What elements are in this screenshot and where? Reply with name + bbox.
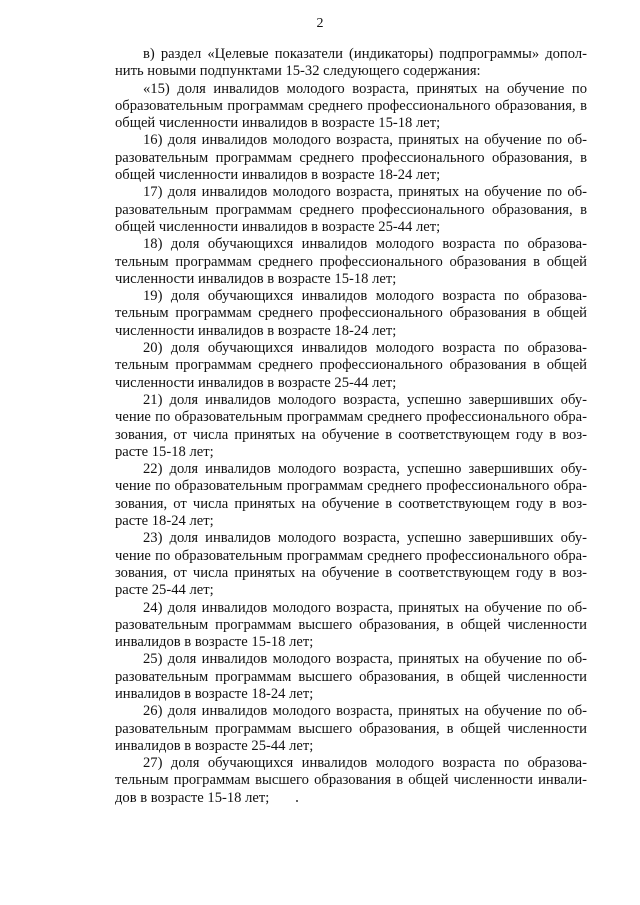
paragraph-item-22: 22) доля инвалидов молодого возраста, успешно завершивших обучение по образовательным программам среднего профессионального образования, от числа принятых на обучение в соответствующем году в возрасте 18-24 лет; (115, 461, 587, 530)
paragraph-item-26: 26) доля инвалидов молодого возраста, принятых на обучение по образовательным программам высшего образования, в общей численности инвалидов в возрасте 25-44 лет; (115, 703, 587, 754)
page-number: 2 (316, 16, 324, 31)
paragraph-intro: в) раздел «Целевые показатели (индикаторы) подпрограммы» дополнить новыми подпунктами 15-32 следующего содержания: (115, 46, 587, 80)
paragraph-item-24: 24) доля инвалидов молодого возраста, принятых на обучение по образовательным программам высшего образования, в общей численности инвалидов в возрасте 15-18 лет; (115, 599, 587, 651)
paragraph-item-19: 19) доля обучающихся инвалидов молодого возраста по образовательным программам среднего профессионального образования в общей численности инвалидов в возрасте 18-24 лет; (115, 288, 587, 339)
paragraph-item-23: 23) доля инвалидов молодого возраста, успешно завершивших обучение по образовательным программам среднего профессионального образования, от числа принятых на обучение в соответствующем году в возрасте 25-44 лет; (115, 530, 587, 599)
paragraph-item-18: 18) доля обучающихся инвалидов молодого возраста по образовательным программам среднего профессионального образования в общей численности инвалидов в возрасте 15-18 лет; (115, 236, 587, 287)
paragraph-item-15: «15) доля инвалидов молодого возраста, принятых на обучение по образовательным программам среднего профессионального образования, в общей численности инвалидов в возрасте 15-18 лет; (115, 80, 587, 132)
paragraph-item-17: 17) доля инвалидов молодого возраста, принятых на обучение по образовательным программам среднего профессионального образования, в общей численности инвалидов в возрасте 25-44 лет; (115, 184, 587, 235)
paragraph-item-25: 25) доля инвалидов молодого возраста, принятых на обучение по образовательным программам высшего образования, в общей численности инвалидов в возрасте 18-24 лет; (115, 651, 587, 702)
paragraph-item-20: 20) доля обучающихся инвалидов молодого возраста по образовательным программам среднего профессионального образования в общей численности инвалидов в возрасте 25-44 лет; (115, 340, 587, 391)
paragraph-item-27: 27) доля обучающихся инвалидов молодого возраста по образовательным программам высшего образования в общей численности инвалидов в возрасте 15-18 лет; (115, 755, 587, 806)
paragraph-item-21: 21) доля инвалидов молодого возраста, успешно завершивших обучение по образовательным программам среднего профессионального образования, от числа принятых на обучение в соответствующем году в возрасте 15-18 лет; (115, 391, 587, 460)
scan-speck (296, 800, 298, 802)
document-body (115, 46, 587, 807)
paragraph-item-16: 16) доля инвалидов молодого возраста, принятых на обучение по образовательным программам среднего профессионального образования, в общей численности инвалидов в возрасте 18-24 лет; (115, 132, 587, 184)
